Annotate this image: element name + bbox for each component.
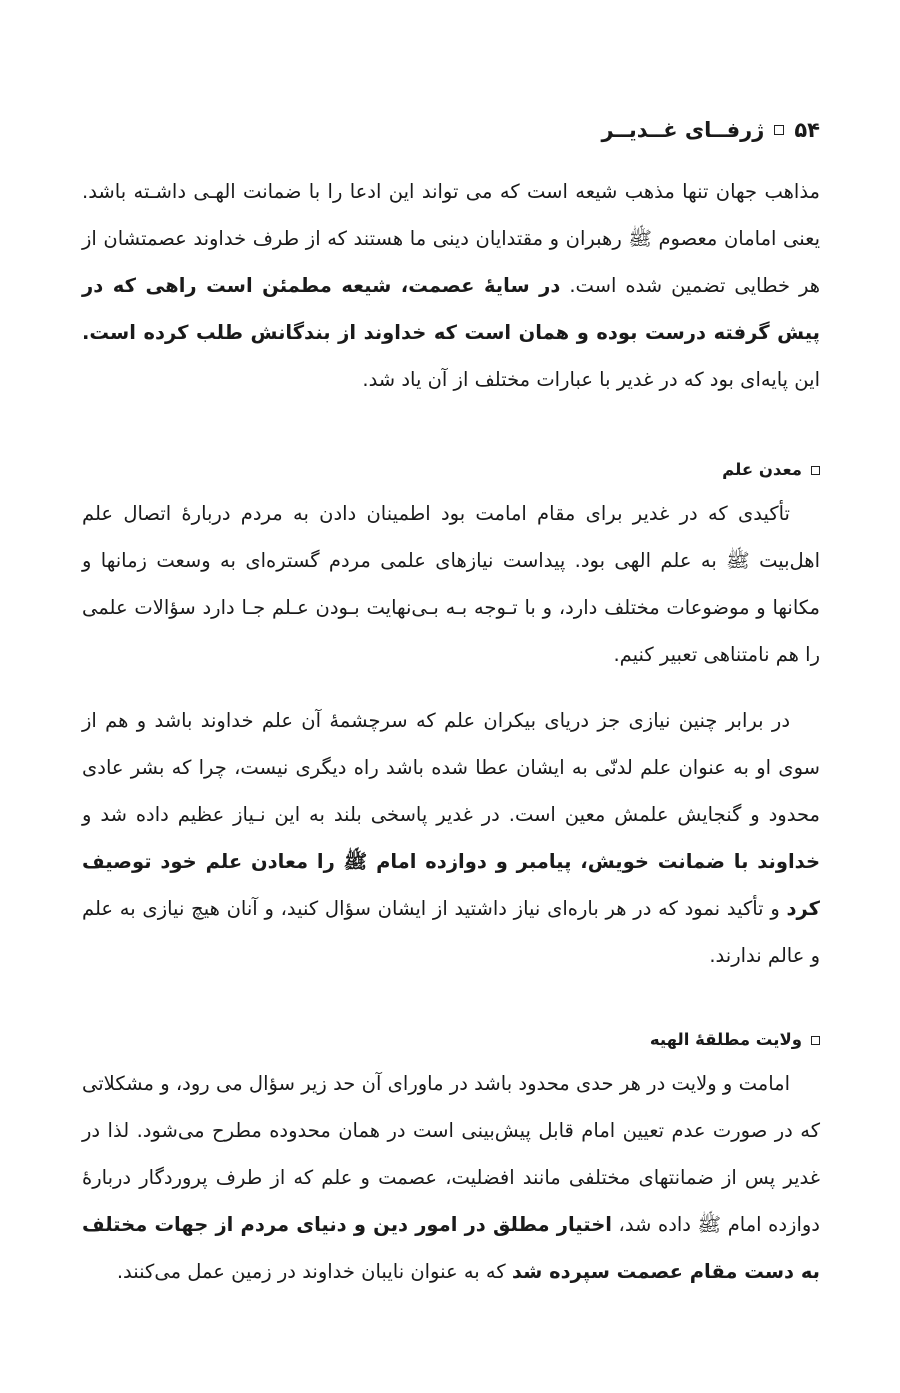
- square-bullet-icon: [811, 466, 820, 475]
- knowledge-text-2a: در برابر چنین نیازی جز دریای بیکران علم که سرچشمهٔ آن علم خداوند باشد و هم از سوی او به عنوان علم لدنّی به ایشان عطا شده باشد راه دیگری نیست، چرا که بشر عادی محدود و گنجایش علمش معین است. در غدیر پاسخی بلند به این نـیاز عظیم داده شد و: [82, 709, 820, 826]
- section-heading-knowledge: [722, 457, 820, 483]
- knowledge-bold-text: خداوند با ضمانت خویش، پیامبر و دوازده امام ﷺ را معادن علم خود توصیف کرد: [82, 850, 820, 920]
- guardianship-text-2: که به عنوان نایبان خداوند در زمین عمل می‌کنند.: [116, 1260, 512, 1283]
- page-number: ۵۴: [794, 118, 820, 142]
- intro-bold-text: در سایهٔ عصمت، شیعه مطمئن است راهی که در پیش گرفته درست بوده و همان است که خداوند از بندگانش طلب کرده است.: [82, 274, 820, 344]
- knowledge-text-2b: و تأکید نمود که در هر باره‌ای نیاز داشتید از ایشان سؤال کنید، و آنان هیچ نیازی به علم و عالم ندارند.: [82, 897, 820, 967]
- intro-paragraph: [82, 168, 820, 403]
- intro-text-1: مذاهب جهان تنها مذهب شیعه است که می تواند این ادعا را با ضمانت الهـی داشـته باشد. یعنی امامان معصوم ﷺ رهبران و مقتدایان دینی ما هستند که از طرف خداوند عصمتشان از هر خطایی تضمین شده است.: [82, 180, 820, 297]
- book-title: ژرفــای غــدیــر: [601, 118, 765, 142]
- square-bullet-icon: [811, 1036, 820, 1045]
- knowledge-paragraph-1: [82, 490, 820, 678]
- section-heading-text: ولایت مطلقهٔ الهیه: [649, 1030, 802, 1049]
- running-header: [601, 114, 820, 146]
- book-page: [82, 0, 820, 1393]
- guardianship-paragraph: [82, 1060, 820, 1295]
- knowledge-text: تأکیدی که در غدیر برای مقام امامت بود اطمینان دادن به مردم دربارهٔ اتصال علم اهل‌بیت ﷺ به علم الهی بود. پیداست نیازهای علمی مردم گستره‌ای به وسعت زمانها و مکانها و موضوعات مختلف دارد، و با تـوجه بـه بـی‌نهایت بـودن عـلم جـا دارد سؤالات علمی را هم نامتناهی تعبیر کنیم.: [82, 502, 820, 666]
- knowledge-paragraph-2: [82, 697, 820, 979]
- guardianship-bold-text: اختیار مطلق در امور دین و دنیای مردم از جهات مختلف به دست مقام عصمت سپرده شد: [82, 1213, 820, 1283]
- section-heading-text: معدن علم: [722, 460, 802, 479]
- guardianship-text-1: امامت و ولایت در هر حدی محدود باشد در ماورای آن حد زیر سؤال می رود، و مشکلاتی که در صورت عدم تعیین امام قابل پیش‌بینی است در همان محدوده مطرح می‌شود. لذا در غدیر پس از ضمانتهای مختلفی مانند افضلیت، عصمت و علم که از طرف پروردگار دربارهٔ دوازده امام ﷺ داده شد،: [82, 1072, 820, 1236]
- section-heading-guardianship: [650, 1027, 820, 1053]
- intro-text-2: این پایه‌ای بود که در غدیر با عبارات مختلف از آن یاد شد.: [362, 368, 820, 391]
- square-bullet-icon: [774, 125, 784, 135]
